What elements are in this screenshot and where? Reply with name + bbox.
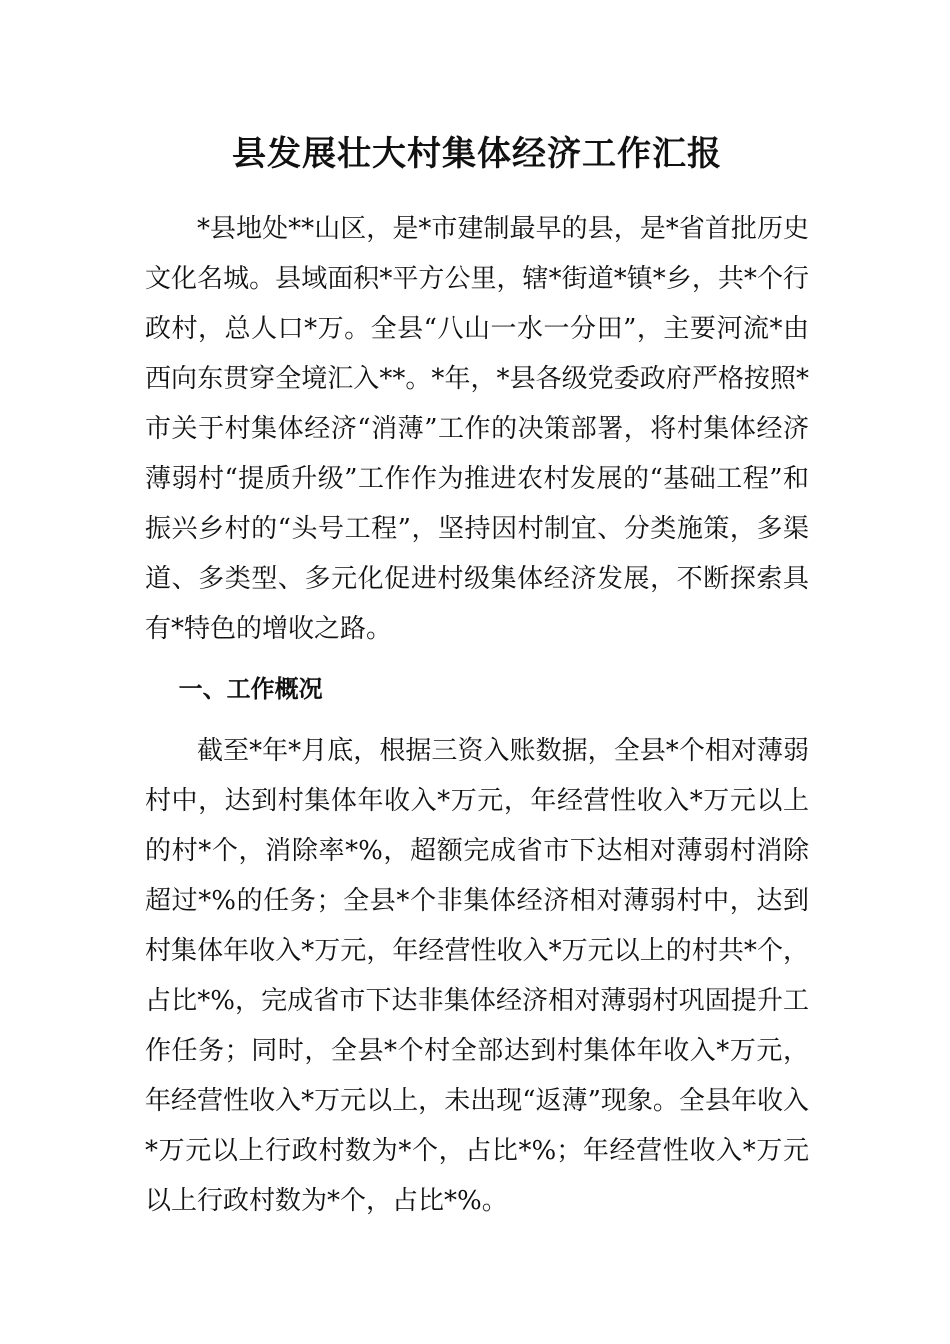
work-overview-paragraph: 截至*年*月底，根据三资入账数据，全县*个相对薄弱村中，达到村集体年收入*万元，年经营性收入*万元以上的村*个，消除率*%，超额完成省市下达相对薄弱村消除超过*%的任务；全县*个非集体经济相对薄弱村中，达到村集体年收入*万元，年经营性收入*万元以上的村共*个，占比*%，完成省市下达非集体经济相对薄弱村巩固提升工作任务；同时，全县*个村全部达到村集体年收入*万元，年经营性收入*万元以上，未出现“返薄”现象。全县年收入*万元以上行政村数为*个，占比*%；年经营性收入*万元以上行政村数为*个，占比*%。 [145, 736, 809, 1216]
intro-paragraph: *县地处**山区，是*市建制最早的县，是*省首批历史文化名城。县域面积*平方公里，辖*街道*镇*乡，共*个行政村，总人口*万。全县“八山一水一分田”，主要河流*由西向东贯穿全境汇入**。*年，*县各级党委政府严格按照*市关于村集体经济“消薄”工作的决策部署，将村集体经济薄弱村“提质升级”工作作为推进农村发展的“基础工程”和振兴乡村的“头号工程”，坚持因村制宜、分类施策，多渠道、多类型、多元化促进村级集体经济发展，不断探索具有*特色的增收之路。 [145, 214, 809, 644]
section-heading-work-overview: 一、工作概况 [178, 675, 323, 703]
document-page [145, 128, 809, 1226]
document-title: 县发展壮大村集体经济工作汇报 [232, 134, 722, 174]
